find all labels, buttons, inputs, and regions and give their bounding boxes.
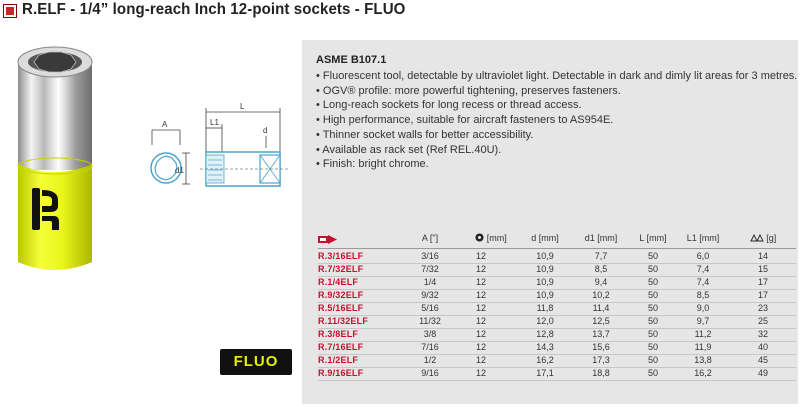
col-header-point-unit: [mm] [486, 233, 507, 243]
cell-ref: R.11/32ELF [318, 316, 369, 326]
table-row [318, 277, 796, 289]
cell-ref: R.9/16ELF [318, 368, 364, 378]
cell-d: 10,9 [536, 290, 554, 300]
cell-weight: 25 [757, 316, 768, 326]
feature-item: • Available as rack set (Ref REL.40U). [316, 143, 502, 156]
cell-d: 11,8 [536, 303, 554, 313]
cell-A: 9/32 [421, 290, 439, 300]
col-header-L: L [mm] [639, 233, 667, 243]
cell-A: 3/16 [421, 251, 439, 261]
cell-A: 3/8 [423, 329, 437, 339]
cell-ref: R.7/32ELF [318, 264, 364, 274]
table-row [318, 251, 796, 263]
cell-weight: 49 [757, 368, 768, 378]
cell-weight: 23 [757, 303, 768, 313]
twelve-point-icon [475, 233, 484, 242]
cell-ref: R.3/16ELF [318, 251, 364, 261]
cell-L1: 9,0 [696, 303, 710, 313]
cell-points: 12 [475, 277, 486, 287]
cell-d1: 13,7 [592, 329, 610, 339]
cell-L1: 13,8 [694, 355, 712, 365]
cell-L1: 11,2 [694, 329, 712, 339]
dim-label-d: d [263, 126, 268, 135]
page-title: R.ELF - 1/4” long-reach Inch 12-point sockets - FLUO [22, 1, 406, 18]
col-header-d1: d1 [mm] [584, 233, 618, 243]
title-bar [0, 0, 800, 22]
cell-d1: 11,4 [592, 303, 610, 313]
feature-item: • Thinner socket walls for better accessibility. [316, 128, 534, 141]
dim-label-d1: d1 [175, 166, 184, 175]
table-header-divider [318, 248, 796, 249]
cell-d1: 8,5 [594, 264, 608, 274]
cell-ref: R.1/4ELF [318, 277, 359, 287]
dim-label-A: A [162, 120, 168, 129]
cell-A: 5/16 [421, 303, 439, 313]
cell-d: 12,8 [536, 329, 554, 339]
cell-d: 12,0 [536, 316, 554, 326]
cell-L: 50 [647, 316, 658, 326]
cell-points: 12 [475, 290, 486, 300]
cell-d: 14,3 [536, 342, 554, 352]
table-row [318, 342, 796, 354]
cell-d1: 10,2 [592, 290, 610, 300]
col-header-weight-unit: [g] [766, 233, 777, 243]
cell-points: 12 [475, 368, 486, 378]
feature-item: • OGV® profile: more powerful tightening, preserves fasteners. [316, 84, 621, 97]
dimension-diagram [140, 100, 300, 210]
table-row [318, 355, 796, 367]
cell-points: 12 [475, 329, 486, 339]
dim-label-L: L [240, 102, 245, 111]
cell-ref: R.7/16ELF [318, 342, 364, 352]
cell-L1: 9,7 [696, 316, 710, 326]
col-header-point-mm [466, 233, 516, 243]
feature-list [316, 69, 797, 172]
row-divider [318, 380, 796, 381]
cell-ref: R.9/32ELF [318, 290, 364, 300]
cell-d: 10,9 [536, 251, 554, 261]
cell-A: 1/2 [423, 355, 437, 365]
cell-points: 12 [475, 355, 486, 365]
col-header-A: A ["] [421, 233, 439, 243]
cell-points: 12 [475, 264, 486, 274]
dim-label-L1: L1 [210, 118, 219, 127]
reference-arrow-icon [318, 235, 338, 244]
weight-icon [750, 234, 764, 242]
cell-d1: 12,5 [592, 316, 610, 326]
cell-L1: 8,5 [696, 290, 710, 300]
cell-L1: 11,9 [694, 342, 712, 352]
cell-A: 7/16 [421, 342, 439, 352]
cell-d1: 9,4 [594, 277, 608, 287]
cell-L: 50 [647, 329, 658, 339]
cell-points: 12 [475, 342, 486, 352]
cell-L: 50 [647, 251, 658, 261]
table-row [318, 290, 796, 302]
cell-L: 50 [647, 303, 658, 313]
cell-ref: R.1/2ELF [318, 355, 359, 365]
cell-L: 50 [647, 355, 658, 365]
cell-L: 50 [647, 264, 658, 274]
cell-L: 50 [647, 290, 658, 300]
cell-A: 11/32 [419, 316, 441, 326]
cell-L1: 7,4 [696, 264, 710, 274]
feature-item: • High performance, suitable for aircraft fasteners to AS954E. [316, 114, 614, 127]
cell-weight: 40 [757, 342, 768, 352]
table-row [318, 303, 796, 315]
cell-A: 9/16 [421, 368, 439, 378]
cell-weight: 15 [757, 264, 768, 274]
fluo-badge [220, 349, 292, 375]
table-row [318, 368, 796, 380]
fluo-badge-label: FLUO [233, 353, 279, 370]
cell-d: 16,2 [536, 355, 554, 365]
table-row [318, 329, 796, 341]
cell-L: 50 [647, 342, 658, 352]
cell-L1: 16,2 [694, 368, 712, 378]
cell-A: 1/4 [423, 277, 437, 287]
cell-points: 12 [475, 251, 486, 261]
cell-L1: 7,4 [696, 277, 710, 287]
socket-product-image [4, 40, 104, 280]
cell-A: 7/32 [421, 264, 439, 274]
cell-d1: 7,7 [594, 251, 608, 261]
feature-item: • Finish: bright chrome. [316, 158, 429, 171]
feature-item: • Long-reach sockets for long recess or thread access. [316, 99, 582, 112]
red-square-icon [3, 4, 17, 18]
cell-weight: 32 [757, 329, 768, 339]
cell-ref: R.5/16ELF [318, 303, 364, 313]
col-header-d: d [mm] [531, 233, 559, 243]
cell-d: 10,9 [536, 277, 554, 287]
feature-item: • Fluorescent tool, detectable by ultraviolet light. Detectable in dark and dimly lit areas for 3 metres. [316, 70, 798, 82]
cell-weight: 45 [757, 355, 768, 365]
standard-label: ASME B107.1 [316, 54, 387, 66]
cell-d1: 17,3 [592, 355, 610, 365]
col-header-weight [738, 233, 788, 243]
table-row [318, 264, 796, 276]
col-header-L1: L1 [mm] [686, 233, 720, 243]
cell-d: 10,9 [536, 264, 554, 274]
cell-d1: 18,8 [592, 368, 610, 378]
cell-weight: 17 [757, 290, 768, 300]
cell-L: 50 [647, 368, 658, 378]
cell-weight: 14 [757, 251, 768, 261]
cell-d1: 15,6 [592, 342, 610, 352]
cell-d: 17,1 [536, 368, 554, 378]
cell-points: 12 [475, 303, 486, 313]
cell-L1: 6,0 [696, 251, 710, 261]
cell-ref: R.3/8ELF [318, 329, 359, 339]
cell-weight: 17 [757, 277, 768, 287]
cell-points: 12 [475, 316, 486, 326]
table-header [318, 233, 796, 247]
table-row [318, 316, 796, 328]
cell-L: 50 [647, 277, 658, 287]
